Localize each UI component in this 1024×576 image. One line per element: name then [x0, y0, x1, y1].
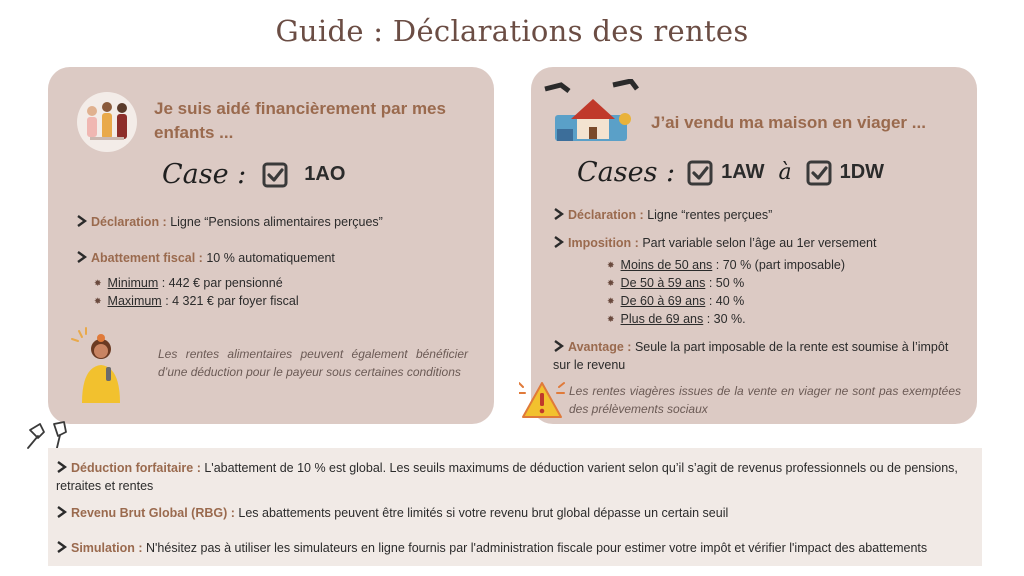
page-title: Guide : Déclarations des rentes [275, 14, 749, 48]
avantage-label: Avantage : [568, 340, 632, 354]
avantage-line [553, 338, 963, 374]
case-code-start: 1AW [721, 161, 765, 183]
chevron-right-icon [76, 215, 87, 227]
list-item: ✸ Plus de 69 ans : 30 %. [607, 312, 746, 326]
card-heading: Je suis aidé financièrement par mes enfants ... [154, 99, 446, 142]
chevron-right-icon [76, 251, 87, 263]
thinking-person-illustration [70, 327, 132, 407]
warning-note: Les rentes viagères issues de la vente en viager ne sont pas exemptées des prélèvements sociaux [569, 384, 961, 416]
tip-line: Déduction forfaitaire : L'abattement de 10 % est global. Les seuils maximums de déduction varient selon qu’il s’agit de revenus professionnels ou de pensions, retraites et rentes [56, 461, 958, 493]
info-note: Les rentes alimentaires peuvent également bénéficier d’une déduction pour le payeur sous certaines conditions [158, 347, 468, 379]
list-item: ✸ De 60 à 69 ans : 40 % [607, 294, 745, 308]
tip-line: Simulation : N'hésitez pas à utiliser les simulateurs en ligne fournis par l'administration fiscale pour estimer votre impôt et vérifier l'impact des abattements [56, 539, 971, 557]
imposition-line [553, 234, 876, 252]
abattement-label: Abattement fiscal : [91, 251, 203, 265]
list-item: ✸ De 50 à 59 ans : 50 % [607, 276, 745, 290]
checkbox-icon [806, 160, 832, 186]
chevron-right-icon [56, 541, 67, 553]
family-illustration [76, 91, 138, 153]
imposition-text: Part variable selon l’âge au 1er versement [642, 236, 877, 250]
bullet-icon: ✸ [94, 278, 102, 288]
declaration-line [76, 213, 383, 231]
list-item: ✸ Minimum : 442 € par pensionné [94, 276, 283, 290]
card-heading: J’ai vendu ma maison en viager ... [651, 113, 926, 132]
declaration-line [553, 206, 772, 224]
case-separator: à [778, 160, 792, 185]
imposition-label: Imposition : [568, 236, 639, 250]
card-pension [48, 67, 494, 424]
case-code-end: 1DW [839, 161, 885, 183]
bullet-icon: ✸ [607, 314, 615, 324]
bullet-icon: ✸ [607, 260, 615, 270]
declaration-text: Ligne “Pensions alimentaires perçues” [170, 215, 383, 229]
chevron-right-icon [553, 340, 564, 352]
case-code: 1AO [304, 163, 346, 185]
chevron-right-icon [56, 461, 67, 473]
chevron-right-icon [56, 506, 67, 518]
bullet-icon: ✸ [94, 296, 102, 306]
tip-line: Revenu Brut Global (RBG) : Les abattements peuvent être limités si votre revenu brut global dépasse un certain seuil [56, 504, 971, 522]
list-item: ✸ Maximum : 4 321 € par foyer fiscal [94, 294, 299, 308]
case-label: Case : [162, 159, 247, 190]
bullet-icon: ✸ [607, 296, 615, 306]
avantage-text: Seule la part imposable de la rente est soumise à l’impôt sur le revenu [553, 340, 949, 372]
case-label: Cases : [577, 157, 676, 188]
list-item: ✸ Moins de 50 ans : 70 % (part imposable) [607, 258, 845, 272]
case-row [577, 157, 884, 188]
tips-panel [48, 448, 982, 566]
card-viager [531, 67, 977, 424]
bullet-icon: ✸ [607, 278, 615, 288]
chevron-right-icon [553, 208, 564, 220]
checkbox-icon [687, 160, 713, 186]
house-money-illustration [543, 79, 641, 149]
declaration-text: Ligne “rentes perçues” [647, 208, 773, 222]
abattement-line [76, 249, 335, 267]
case-row [162, 159, 345, 190]
abattement-text: 10 % automatiquement [206, 251, 335, 265]
declaration-label: Déclaration : [568, 208, 644, 222]
checkbox-icon [262, 162, 288, 188]
chevron-right-icon [553, 236, 564, 248]
declaration-label: Déclaration : [91, 215, 167, 229]
warning-icon [519, 379, 565, 421]
